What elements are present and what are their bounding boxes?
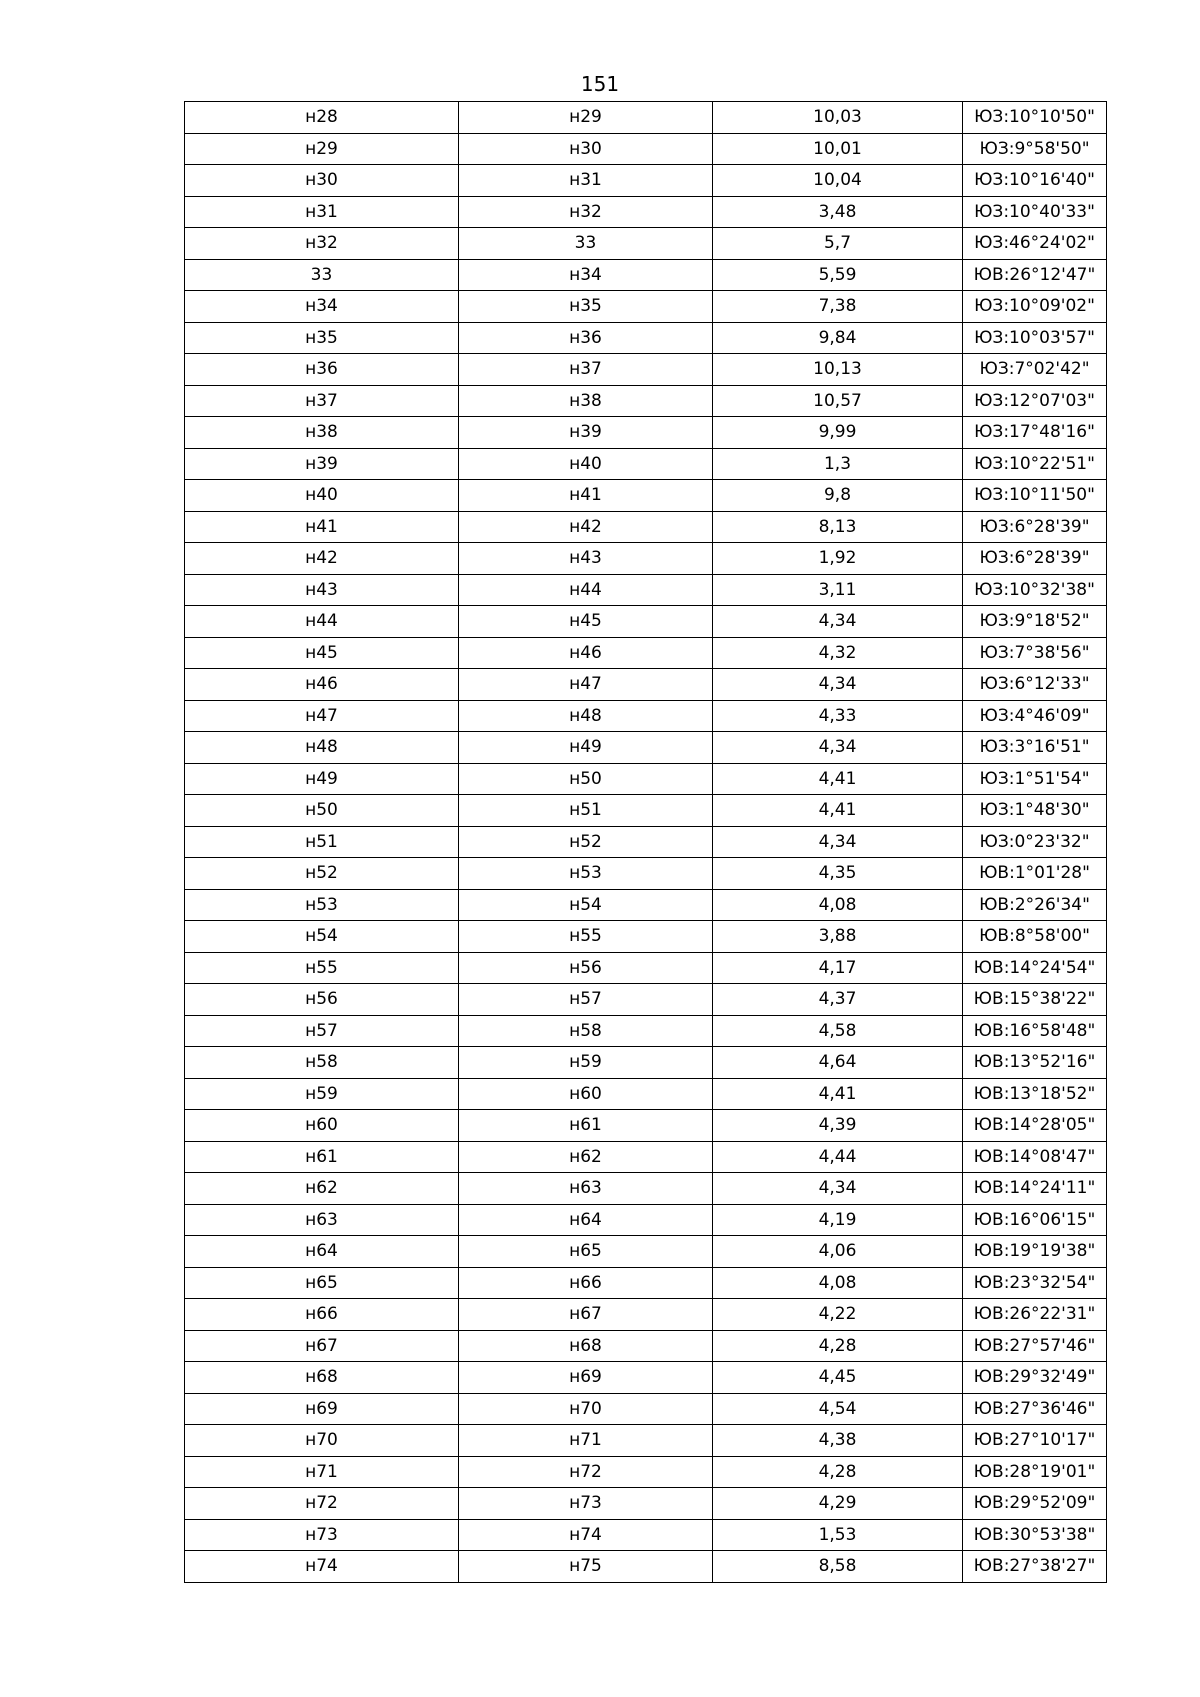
- length-cell: 4,41: [713, 795, 963, 827]
- to-point-cell: н68: [459, 1330, 713, 1362]
- page-number: 151: [580, 72, 620, 96]
- to-point-cell: н47: [459, 669, 713, 701]
- bearing-cell: ЮЗ:46°24'02": [963, 228, 1107, 260]
- bearing-cell: ЮЗ:10°03'57": [963, 322, 1107, 354]
- from-point-cell: н32: [185, 228, 459, 260]
- length-cell: 4,64: [713, 1047, 963, 1079]
- from-point-cell: н39: [185, 448, 459, 480]
- bearing-cell: ЮВ:26°22'31": [963, 1299, 1107, 1331]
- length-cell: 1,3: [713, 448, 963, 480]
- bearing-cell: ЮВ:8°58'00": [963, 921, 1107, 953]
- to-point-cell: н34: [459, 259, 713, 291]
- table-row: [185, 291, 1107, 323]
- from-point-cell: н38: [185, 417, 459, 449]
- from-point-cell: н55: [185, 952, 459, 984]
- table-row: [185, 1015, 1107, 1047]
- from-point-cell: н40: [185, 480, 459, 512]
- bearing-cell: ЮВ:14°28'05": [963, 1110, 1107, 1142]
- to-point-cell: н62: [459, 1141, 713, 1173]
- bearing-cell: ЮВ:29°32'49": [963, 1362, 1107, 1394]
- bearing-cell: ЮВ:14°24'54": [963, 952, 1107, 984]
- bearing-cell: ЮВ:27°10'17": [963, 1425, 1107, 1457]
- bearing-cell: ЮВ:23°32'54": [963, 1267, 1107, 1299]
- length-cell: 4,58: [713, 1015, 963, 1047]
- length-cell: 8,58: [713, 1551, 963, 1583]
- bearing-cell: ЮВ:30°53'38": [963, 1519, 1107, 1551]
- table-row: [185, 858, 1107, 890]
- table-row: [185, 795, 1107, 827]
- table-row: [185, 228, 1107, 260]
- to-point-cell: н42: [459, 511, 713, 543]
- to-point-cell: н72: [459, 1456, 713, 1488]
- length-cell: 1,53: [713, 1519, 963, 1551]
- from-point-cell: н30: [185, 165, 459, 197]
- from-point-cell: н68: [185, 1362, 459, 1394]
- table-row: [185, 417, 1107, 449]
- from-point-cell: н67: [185, 1330, 459, 1362]
- table-row: [185, 1299, 1107, 1331]
- to-point-cell: н40: [459, 448, 713, 480]
- table-body: [185, 102, 1107, 1583]
- to-point-cell: н32: [459, 196, 713, 228]
- table-row: [185, 669, 1107, 701]
- from-point-cell: н41: [185, 511, 459, 543]
- length-cell: 4,33: [713, 700, 963, 732]
- table-row: [185, 1425, 1107, 1457]
- length-cell: 4,34: [713, 1173, 963, 1205]
- to-point-cell: н54: [459, 889, 713, 921]
- to-point-cell: н67: [459, 1299, 713, 1331]
- length-cell: 4,35: [713, 858, 963, 890]
- to-point-cell: н48: [459, 700, 713, 732]
- bearing-cell: ЮЗ:7°02'42": [963, 354, 1107, 386]
- from-point-cell: н49: [185, 763, 459, 795]
- from-point-cell: н66: [185, 1299, 459, 1331]
- table-row: [185, 448, 1107, 480]
- from-point-cell: н53: [185, 889, 459, 921]
- length-cell: 9,84: [713, 322, 963, 354]
- bearing-cell: ЮЗ:1°51'54": [963, 763, 1107, 795]
- from-point-cell: н28: [185, 102, 459, 134]
- length-cell: 10,13: [713, 354, 963, 386]
- table-row: [185, 511, 1107, 543]
- to-point-cell: н53: [459, 858, 713, 890]
- bearing-cell: ЮЗ:6°28'39": [963, 543, 1107, 575]
- to-point-cell: н31: [459, 165, 713, 197]
- from-point-cell: н29: [185, 133, 459, 165]
- from-point-cell: н74: [185, 1551, 459, 1583]
- from-point-cell: н36: [185, 354, 459, 386]
- from-point-cell: н45: [185, 637, 459, 669]
- length-cell: 10,04: [713, 165, 963, 197]
- from-point-cell: н54: [185, 921, 459, 953]
- bearing-cell: ЮВ:29°52'09": [963, 1488, 1107, 1520]
- length-cell: 5,59: [713, 259, 963, 291]
- length-cell: 4,08: [713, 1267, 963, 1299]
- bearing-cell: ЮЗ:10°16'40": [963, 165, 1107, 197]
- from-point-cell: 33: [185, 259, 459, 291]
- length-cell: 4,08: [713, 889, 963, 921]
- table-row: [185, 322, 1107, 354]
- bearing-cell: ЮЗ:9°58'50": [963, 133, 1107, 165]
- from-point-cell: н69: [185, 1393, 459, 1425]
- length-cell: 4,41: [713, 1078, 963, 1110]
- table-row: [185, 1488, 1107, 1520]
- length-cell: 3,88: [713, 921, 963, 953]
- table-row: [185, 1047, 1107, 1079]
- table-row: [185, 543, 1107, 575]
- bearing-cell: ЮЗ:12°07'03": [963, 385, 1107, 417]
- from-point-cell: н61: [185, 1141, 459, 1173]
- table-row: [185, 984, 1107, 1016]
- table-row: [185, 1078, 1107, 1110]
- table-row: [185, 606, 1107, 638]
- bearing-cell: ЮЗ:6°28'39": [963, 511, 1107, 543]
- table-row: [185, 133, 1107, 165]
- to-point-cell: н65: [459, 1236, 713, 1268]
- length-cell: 4,54: [713, 1393, 963, 1425]
- to-point-cell: н35: [459, 291, 713, 323]
- table-row: [185, 1110, 1107, 1142]
- length-cell: 4,38: [713, 1425, 963, 1457]
- length-cell: 4,41: [713, 763, 963, 795]
- table-row: [185, 732, 1107, 764]
- from-point-cell: н58: [185, 1047, 459, 1079]
- to-point-cell: н37: [459, 354, 713, 386]
- length-cell: 4,34: [713, 732, 963, 764]
- from-point-cell: н65: [185, 1267, 459, 1299]
- from-point-cell: н37: [185, 385, 459, 417]
- from-point-cell: н63: [185, 1204, 459, 1236]
- length-cell: 4,34: [713, 669, 963, 701]
- bearing-cell: ЮВ:27°57'46": [963, 1330, 1107, 1362]
- length-cell: 4,28: [713, 1330, 963, 1362]
- from-point-cell: н70: [185, 1425, 459, 1457]
- to-point-cell: н59: [459, 1047, 713, 1079]
- to-point-cell: н57: [459, 984, 713, 1016]
- to-point-cell: н44: [459, 574, 713, 606]
- length-cell: 4,32: [713, 637, 963, 669]
- bearing-cell: ЮЗ:10°10'50": [963, 102, 1107, 134]
- to-point-cell: н36: [459, 322, 713, 354]
- length-cell: 3,48: [713, 196, 963, 228]
- table-row: [185, 354, 1107, 386]
- from-point-cell: н47: [185, 700, 459, 732]
- to-point-cell: н58: [459, 1015, 713, 1047]
- bearing-cell: ЮЗ:10°40'33": [963, 196, 1107, 228]
- table-row: [185, 826, 1107, 858]
- bearing-cell: ЮЗ:1°48'30": [963, 795, 1107, 827]
- to-point-cell: н52: [459, 826, 713, 858]
- from-point-cell: н64: [185, 1236, 459, 1268]
- length-cell: 4,22: [713, 1299, 963, 1331]
- table-row: [185, 952, 1107, 984]
- from-point-cell: н62: [185, 1173, 459, 1205]
- bearing-cell: ЮВ:13°52'16": [963, 1047, 1107, 1079]
- table-row: [185, 480, 1107, 512]
- table-row: [185, 574, 1107, 606]
- bearing-cell: ЮВ:16°06'15": [963, 1204, 1107, 1236]
- table-row: [185, 1362, 1107, 1394]
- to-point-cell: н46: [459, 637, 713, 669]
- from-point-cell: н57: [185, 1015, 459, 1047]
- from-point-cell: н59: [185, 1078, 459, 1110]
- to-point-cell: н51: [459, 795, 713, 827]
- to-point-cell: н30: [459, 133, 713, 165]
- to-point-cell: н55: [459, 921, 713, 953]
- bearing-cell: ЮВ:14°08'47": [963, 1141, 1107, 1173]
- from-point-cell: н35: [185, 322, 459, 354]
- length-cell: 4,34: [713, 606, 963, 638]
- length-cell: 4,44: [713, 1141, 963, 1173]
- to-point-cell: н64: [459, 1204, 713, 1236]
- bearing-cell: ЮЗ:10°11'50": [963, 480, 1107, 512]
- bearing-cell: ЮВ:27°36'46": [963, 1393, 1107, 1425]
- from-point-cell: н72: [185, 1488, 459, 1520]
- to-point-cell: н38: [459, 385, 713, 417]
- length-cell: 4,34: [713, 826, 963, 858]
- to-point-cell: н69: [459, 1362, 713, 1394]
- bearing-cell: ЮВ:2°26'34": [963, 889, 1107, 921]
- bearing-cell: ЮВ:14°24'11": [963, 1173, 1107, 1205]
- table-row: [185, 102, 1107, 134]
- to-point-cell: н75: [459, 1551, 713, 1583]
- bearing-cell: ЮЗ:10°09'02": [963, 291, 1107, 323]
- table-row: [185, 700, 1107, 732]
- table-row: [185, 1519, 1107, 1551]
- to-point-cell: н74: [459, 1519, 713, 1551]
- from-point-cell: н43: [185, 574, 459, 606]
- bearing-cell: ЮЗ:9°18'52": [963, 606, 1107, 638]
- length-cell: 4,19: [713, 1204, 963, 1236]
- from-point-cell: н42: [185, 543, 459, 575]
- table-row: [185, 889, 1107, 921]
- to-point-cell: н50: [459, 763, 713, 795]
- length-cell: 8,13: [713, 511, 963, 543]
- to-point-cell: н49: [459, 732, 713, 764]
- from-point-cell: н73: [185, 1519, 459, 1551]
- from-point-cell: н46: [185, 669, 459, 701]
- length-cell: 4,06: [713, 1236, 963, 1268]
- from-point-cell: н71: [185, 1456, 459, 1488]
- table-row: [185, 1204, 1107, 1236]
- length-cell: 4,29: [713, 1488, 963, 1520]
- from-point-cell: н34: [185, 291, 459, 323]
- table-row: [185, 637, 1107, 669]
- table-row: [185, 196, 1107, 228]
- table-row: [185, 165, 1107, 197]
- bearing-cell: ЮВ:16°58'48": [963, 1015, 1107, 1047]
- to-point-cell: н61: [459, 1110, 713, 1142]
- to-point-cell: н45: [459, 606, 713, 638]
- table-row: [185, 385, 1107, 417]
- bearing-cell: ЮЗ:3°16'51": [963, 732, 1107, 764]
- bearing-cell: ЮЗ:0°23'32": [963, 826, 1107, 858]
- length-cell: 4,17: [713, 952, 963, 984]
- to-point-cell: н43: [459, 543, 713, 575]
- boundary-table: [184, 101, 1107, 1583]
- to-point-cell: н63: [459, 1173, 713, 1205]
- bearing-cell: ЮЗ:7°38'56": [963, 637, 1107, 669]
- length-cell: 5,7: [713, 228, 963, 260]
- table-row: [185, 259, 1107, 291]
- length-cell: 4,37: [713, 984, 963, 1016]
- from-point-cell: н31: [185, 196, 459, 228]
- bearing-cell: ЮВ:15°38'22": [963, 984, 1107, 1016]
- to-point-cell: 33: [459, 228, 713, 260]
- length-cell: 3,11: [713, 574, 963, 606]
- to-point-cell: н41: [459, 480, 713, 512]
- length-cell: 9,99: [713, 417, 963, 449]
- bearing-cell: ЮВ:27°38'27": [963, 1551, 1107, 1583]
- length-cell: 4,45: [713, 1362, 963, 1394]
- bearing-cell: ЮВ:26°12'47": [963, 259, 1107, 291]
- bearing-cell: ЮВ:19°19'38": [963, 1236, 1107, 1268]
- table-row: [185, 1393, 1107, 1425]
- to-point-cell: н29: [459, 102, 713, 134]
- table-row: [185, 1173, 1107, 1205]
- to-point-cell: н60: [459, 1078, 713, 1110]
- bearing-cell: ЮВ:28°19'01": [963, 1456, 1107, 1488]
- table-row: [185, 921, 1107, 953]
- bearing-cell: ЮВ:13°18'52": [963, 1078, 1107, 1110]
- to-point-cell: н66: [459, 1267, 713, 1299]
- to-point-cell: н71: [459, 1425, 713, 1457]
- length-cell: 10,01: [713, 133, 963, 165]
- table-row: [185, 1236, 1107, 1268]
- to-point-cell: н73: [459, 1488, 713, 1520]
- bearing-cell: ЮЗ:10°32'38": [963, 574, 1107, 606]
- table-row: [185, 1267, 1107, 1299]
- bearing-cell: ЮВ:1°01'28": [963, 858, 1107, 890]
- from-point-cell: н48: [185, 732, 459, 764]
- to-point-cell: н56: [459, 952, 713, 984]
- length-cell: 4,39: [713, 1110, 963, 1142]
- length-cell: 4,28: [713, 1456, 963, 1488]
- length-cell: 7,38: [713, 291, 963, 323]
- length-cell: 10,03: [713, 102, 963, 134]
- from-point-cell: н44: [185, 606, 459, 638]
- table-row: [185, 1551, 1107, 1583]
- from-point-cell: н56: [185, 984, 459, 1016]
- table-row: [185, 1330, 1107, 1362]
- to-point-cell: н39: [459, 417, 713, 449]
- table-row: [185, 1456, 1107, 1488]
- length-cell: 9,8: [713, 480, 963, 512]
- bearing-cell: ЮЗ:10°22'51": [963, 448, 1107, 480]
- length-cell: 10,57: [713, 385, 963, 417]
- table-row: [185, 1141, 1107, 1173]
- from-point-cell: н50: [185, 795, 459, 827]
- table-row: [185, 763, 1107, 795]
- length-cell: 1,92: [713, 543, 963, 575]
- from-point-cell: н60: [185, 1110, 459, 1142]
- from-point-cell: н51: [185, 826, 459, 858]
- bearing-cell: ЮЗ:17°48'16": [963, 417, 1107, 449]
- bearing-cell: ЮЗ:4°46'09": [963, 700, 1107, 732]
- bearing-cell: ЮЗ:6°12'33": [963, 669, 1107, 701]
- from-point-cell: н52: [185, 858, 459, 890]
- to-point-cell: н70: [459, 1393, 713, 1425]
